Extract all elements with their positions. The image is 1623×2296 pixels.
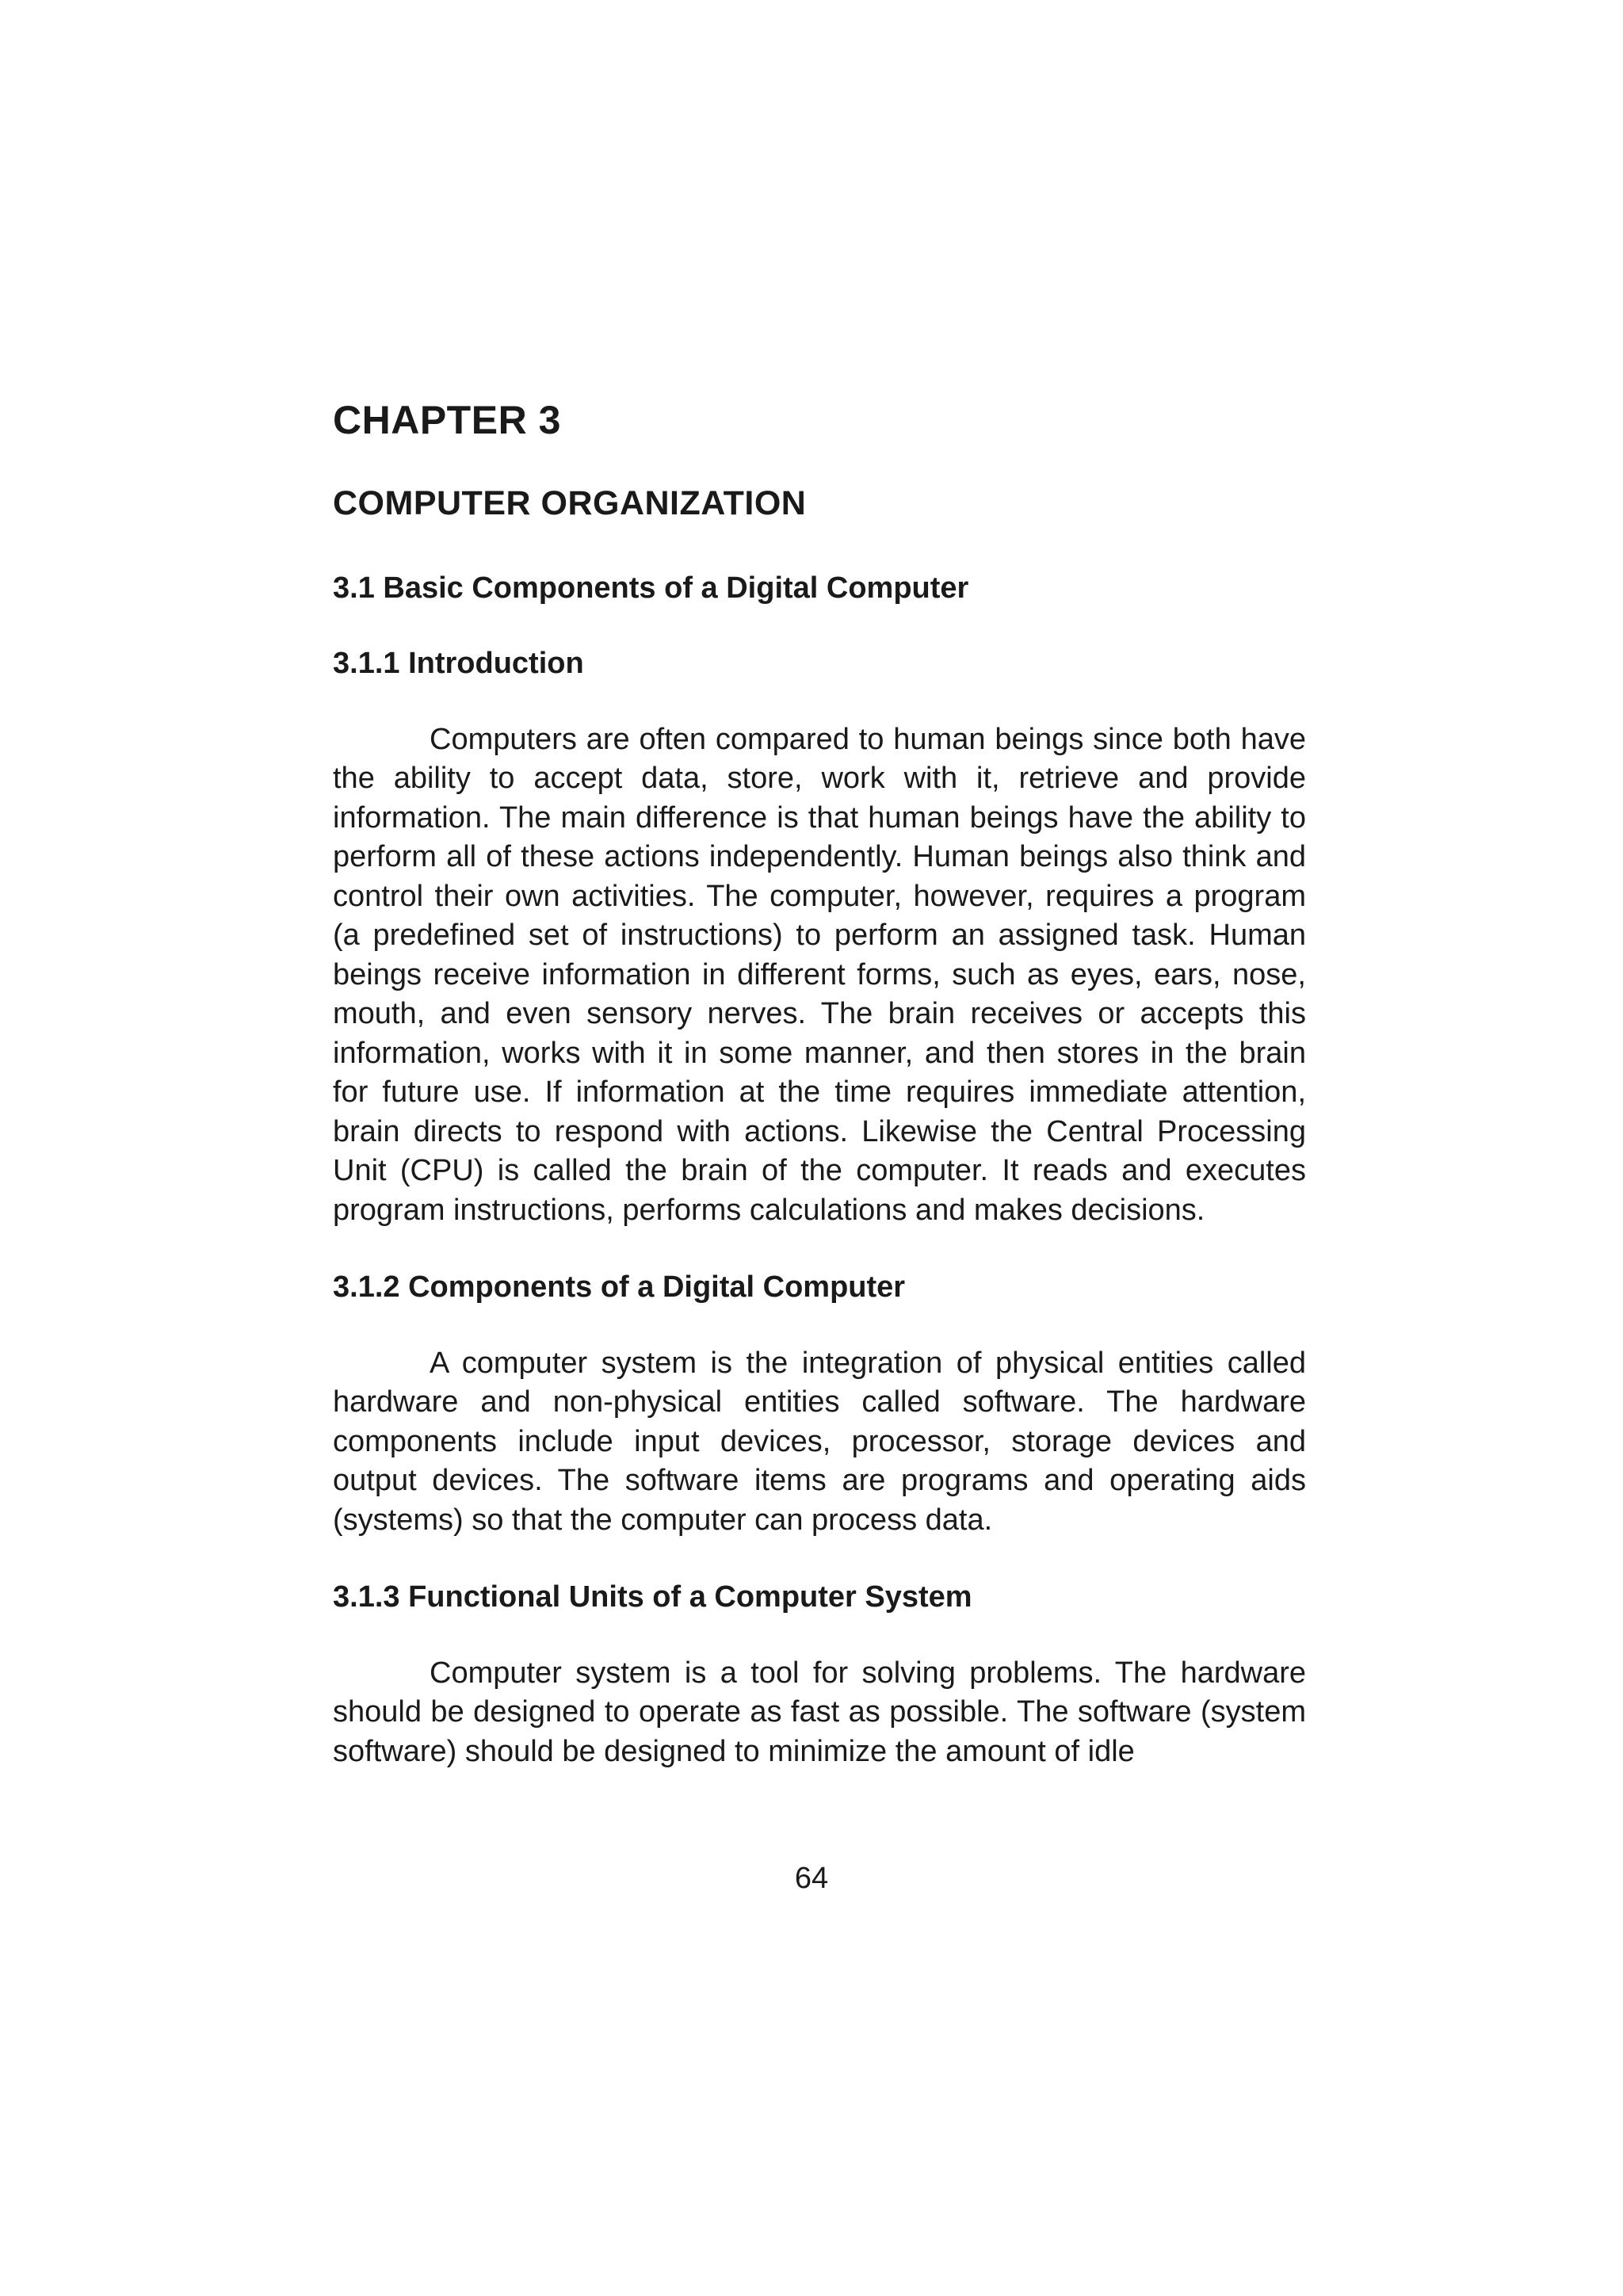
page-content	[333, 396, 1306, 1771]
page-number: 64	[794, 1862, 829, 1895]
subsection-heading-3-1-2: 3.1.2 Components of a Digital Computer	[333, 1270, 906, 1305]
paragraph-introduction: Computers are often compared to human beings since both have the ability to accept data, store, work with it, retrieve and provide information. The main difference is that human beings have the ability to perform all of these actions independently. Human beings also think and control their own activities. The computer, however, requires a program (a predefined set of instructions) to perform an assigned task. Human beings receive information in different forms, such as eyes, ears, nose, mouth, and even sensory nerves. The brain receives or accepts this information, works with it in some manner, and then stores in the brain for future use. If information at the time requires immediate attention, brain directs to respond with actions. Likewise the Central Processing Unit (CPU) is called the brain of the computer. It reads and executes program instructions, performs calculations and makes decisions.	[333, 722, 1306, 1227]
subsection-heading-3-1-3: 3.1.3 Functional Units of a Computer System	[333, 1580, 972, 1614]
subsection-heading-3-1-1: 3.1.1 Introduction	[333, 647, 584, 681]
chapter-label: CHAPTER 3	[333, 398, 561, 442]
section-heading-3-1: 3.1 Basic Components of a Digital Computer	[333, 571, 969, 605]
paragraph-components: A computer system is the integration of physical entities called hardware and non-physical entities called software. The hardware components include input devices, processor, storage devices and output devices. The software items are programs and operating aids (systems) so that the computer can process data.	[333, 1346, 1306, 1537]
chapter-title: COMPUTER ORGANIZATION	[333, 484, 807, 522]
paragraph-functional-units: Computer system is a tool for solving problems. The hardware should be designed to operate as fast as possible. The software (system software) should be designed to minimize the amount of idle	[333, 1656, 1306, 1768]
